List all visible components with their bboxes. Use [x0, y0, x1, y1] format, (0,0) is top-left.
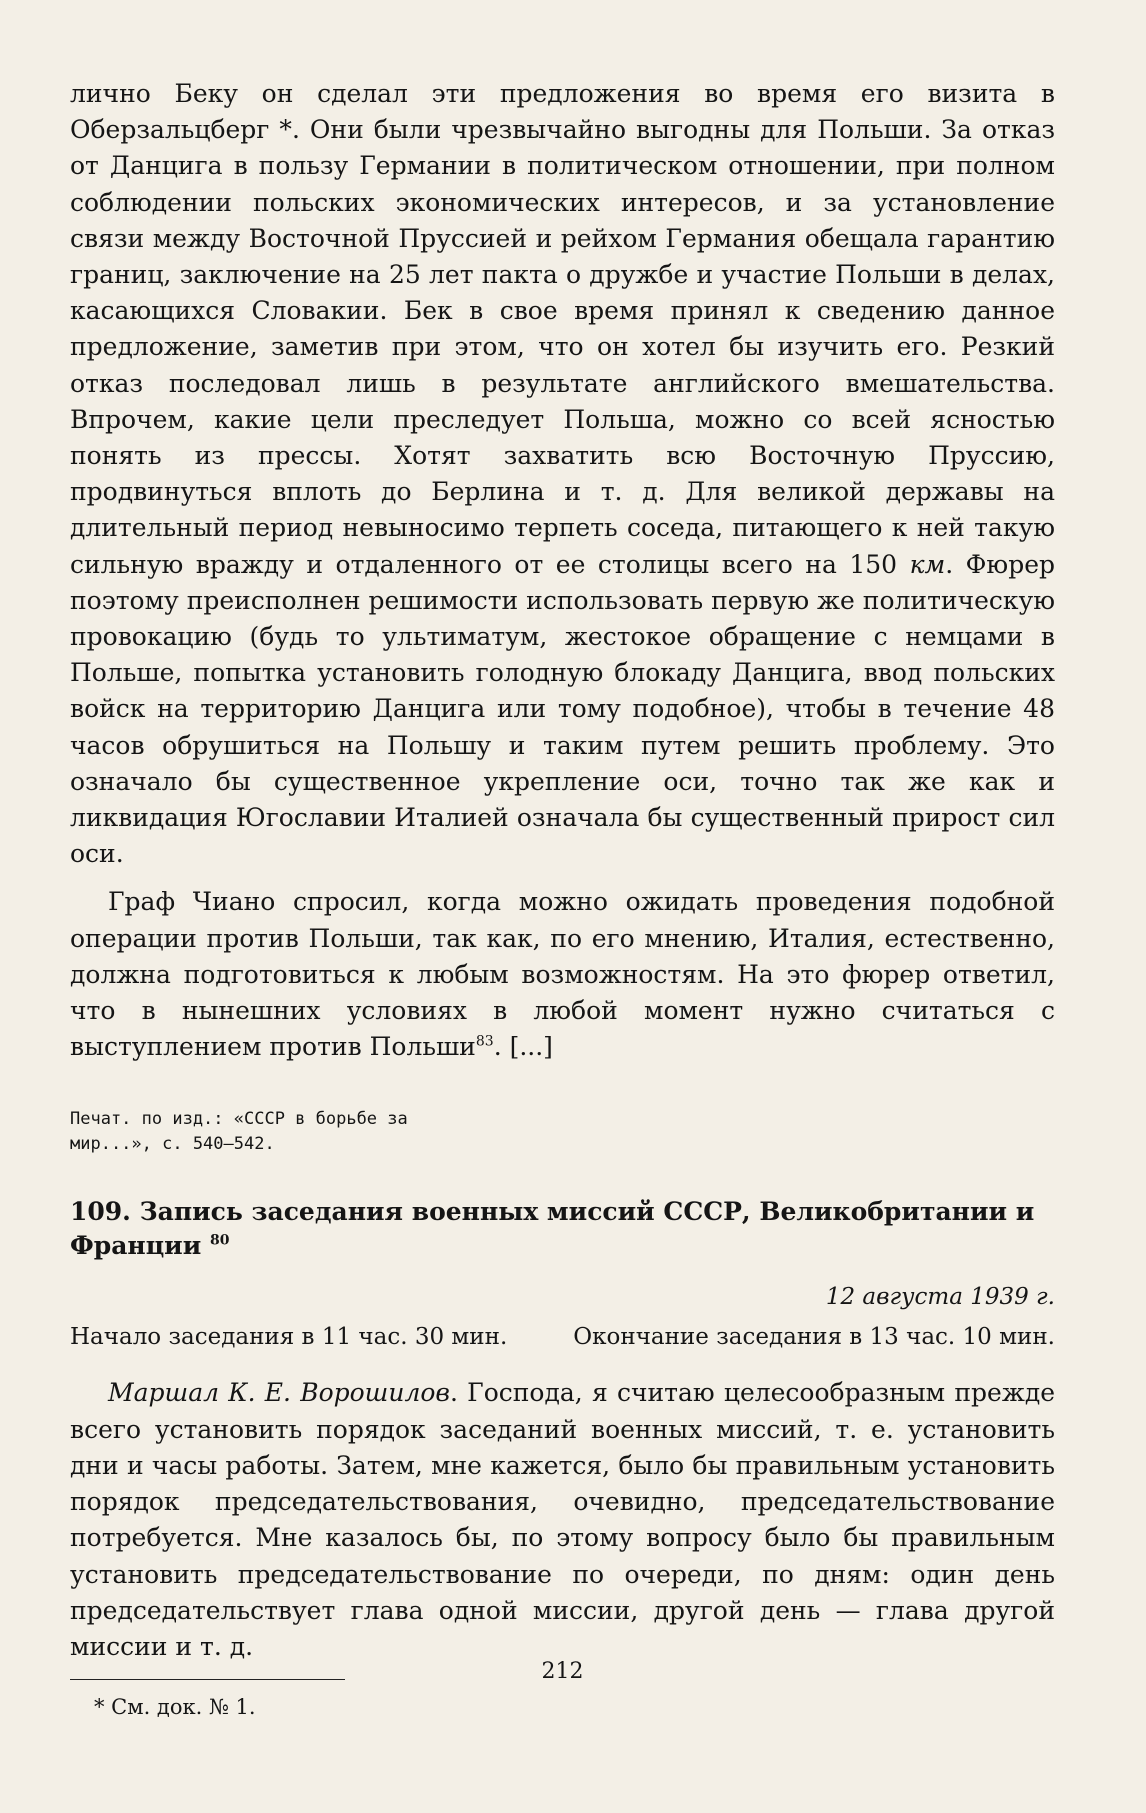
paragraph-2-text: Граф Чиано спросил, когда можно ожидать проведения подобной операции против Польши, так как, по его мнению, Италия, естественно, должна подготовиться к любым возможностям. На это фюрер ответил, что в нынешних условиях в любой момент нужно считаться с выступлением против Польши	[70, 887, 1055, 1062]
session-end: Окончание заседания в 13 час. 10 мин.	[573, 1324, 1055, 1351]
unit-km: км	[909, 549, 946, 579]
paragraph-1-text-c: . Фюрер поэтому преисполнен решимости использовать первую же политическую провокацию (будь то ультиматум, жестокое обращение с немцами в Польше, попытка установить голодную блокаду Данцига, ввод польских войск на территорию Данцига или тому подобное), чтобы в течение 48 часов обрушиться на Польшу и таким путем решить проблему. Это означало бы существенное укрепление оси, точно так же как и ликвидация Югославии Италией означала бы существенный прирост сил оси.	[70, 549, 1055, 869]
speech-paragraph	[70, 1375, 1055, 1665]
document-page	[70, 76, 1055, 1776]
source-citation	[70, 1107, 540, 1157]
main-text	[70, 76, 1055, 1065]
speaker-name: Маршал К. Е. Ворошилов	[108, 1378, 450, 1408]
source-line-1: Печат. по изд.: «СССР в борьбе за	[70, 1109, 408, 1130]
document-date: 12 августа 1939 г.	[825, 1284, 1055, 1311]
document-title: 109. Запись заседания военных миссий СССР, Великобритании и Франции	[70, 1197, 1035, 1261]
note-ref-80: 80	[209, 1233, 230, 1250]
note-ref-83: 83	[475, 1033, 494, 1050]
session-start: Начало заседания в 11 час. 30 мин.	[70, 1324, 508, 1351]
speech-text: . Господа, я считаю целесообразным прежде всего установить порядок заседаний военных миссий, т. е. установить дни и часы работы. Затем, мне кажется, было бы правильным установить порядок председательствования, очевидно, председательствование потребуется. Мне казалось бы, по этому вопросу было бы правильным установить председательствование по очереди, по дням: один день председательствует глава одной миссии, другой день — глава другой миссии и т. д.	[70, 1378, 1056, 1661]
paragraph-2	[70, 884, 1055, 1065]
page-number: 212	[541, 1659, 584, 1684]
session-times	[70, 1321, 1055, 1353]
document-heading	[70, 1195, 1055, 1263]
footnote-marker: *	[269, 115, 292, 145]
paragraph-2-ellipsis: . [...]	[493, 1032, 553, 1062]
paragraph-1-text-a: лично Беку он сделал эти предложения во время его визита в Оберзальцберг	[70, 79, 1055, 145]
source-line-2: мир...», с. 540—542.	[70, 1134, 275, 1155]
footnote: * См. док. № 1.	[94, 1695, 256, 1720]
paragraph-1	[70, 76, 1055, 872]
paragraph-1-text-b: . Они были чрезвычайно выгодны для Польши. За отказ от Данцига в пользу Германии в политическом отношении, при полном соблюдении польских экономических интересов, и за установление связи между Восточной Пруссией и рейхом Германия обещала гарантию границ, заключение на 25 лет пакта о дружбе и участие Польши в делах, касающихся Словакии. Бек в свое время принял к сведению данное предложение, заметив при этом, что он хотел бы изучить его. Резкий отказ последовал лишь в результате английского вмешательства. Впрочем, какие цели преследует Польша, можно со всей ясностью понять из прессы. Хотят захватить всю Восточную Пруссию, продвинуться вплоть до Берлина и т. д. Для великой державы на длительный период невыносимо терпеть соседа, питающего к ней такую сильную вражду и отдаленного от ее столицы всего на 150	[70, 115, 1055, 579]
